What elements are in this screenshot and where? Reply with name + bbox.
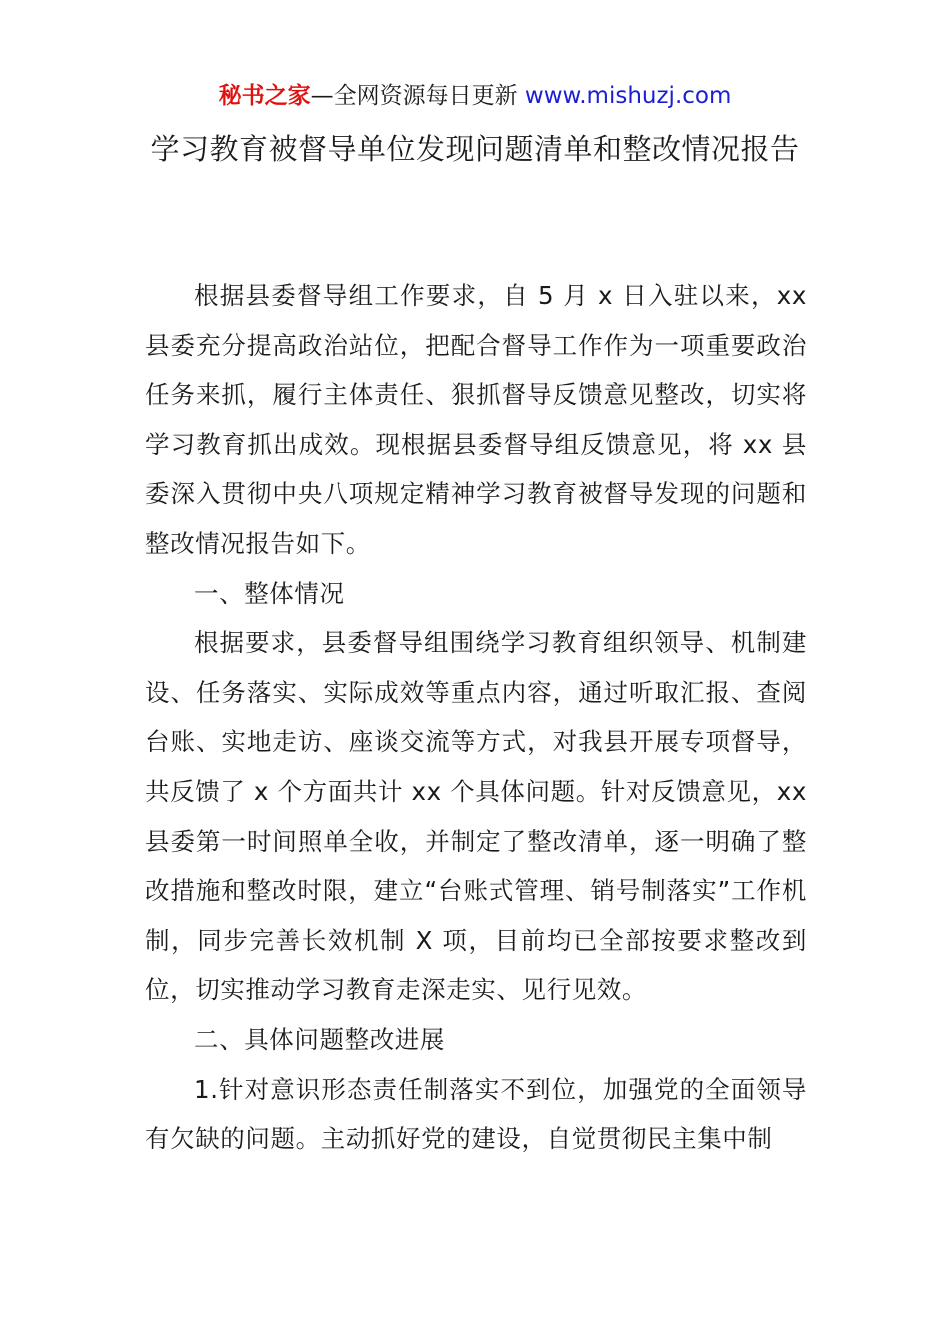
document-body <box>145 271 807 1164</box>
site-banner <box>0 80 950 112</box>
banner-url-link[interactable]: www.mishuzj.com <box>524 83 732 109</box>
intro-paragraph: 根据县委督导组工作要求，自 5 月 x 日入驻以来，xx 县委充分提高政治站位，把配合督导工作作为一项重要政治任务来抓，履行主体责任、狠抓督导反馈意见整改，切实将学习教育抓出成效。现根据县委督导组反馈意见，将 xx 县委深入贯彻中央八项规定精神学习教育被督导发现的问题和整改情况报告如下。 <box>145 281 807 558</box>
document-title: 学习教育被督导单位发现问题清单和整改情况报告 <box>150 132 800 166</box>
section-heading-overall: 一、整体情况 <box>194 578 345 608</box>
banner-brand: 秘书之家 <box>218 83 311 109</box>
section-heading-progress: 二、具体问题整改进展 <box>194 1024 445 1054</box>
issue-paragraph-1: 1.针对意识形态责任制落实不到位，加强党的全面领导有欠缺的问题。主动抓好党的建设，自觉贯彻民主集中制 <box>145 1074 807 1154</box>
overall-paragraph: 根据要求，县委督导组围绕学习教育组织领导、机制建设、任务落实、实际成效等重点内容，通过听取汇报、查阅台账、实地走访、座谈交流等方式，对我县开展专项督导，共反馈了 x 个方面共计 xx 个具体问题。针对反馈意见，xx 县委第一时间照单全收，并制定了整改清单，逐一明确了整改措施和整改时限，建立“台账式管理、销号制落实”工作机制，同步完善长效机制 X 项，目前均已全部按要求整改到位，切实推动学习教育走深走实、见行见效。 <box>145 628 807 1005</box>
banner-tagline: —全网资源每日更新 <box>310 83 525 109</box>
